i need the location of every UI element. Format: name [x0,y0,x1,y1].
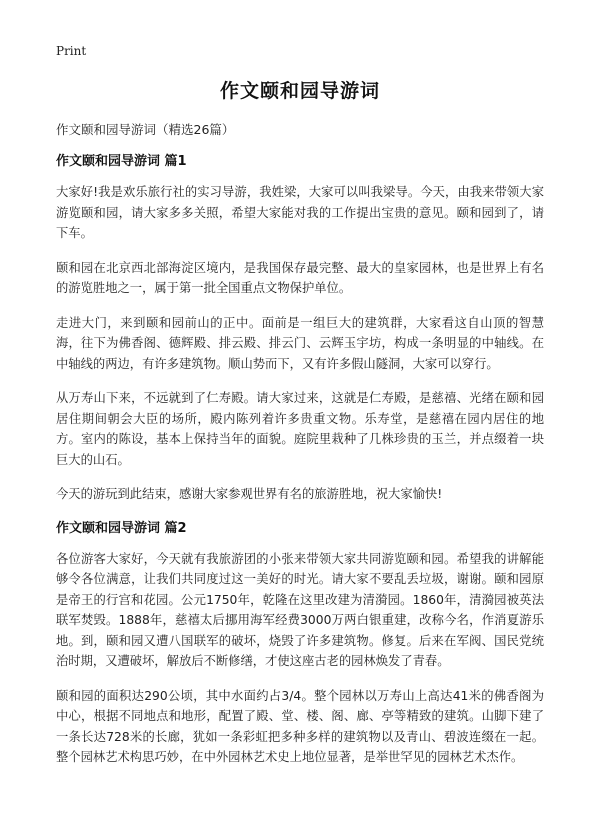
paragraph: 从万寿山下来，不远就到了仁寿殿。请大家过来，这就是仁寿殿，是慈禧、光绪在颐和园居住期间朝会大臣的场所，殿内陈列着许多贵重文物。乐寿堂，是慈禧在园内居住的地方。室内的陈设，基本上保持当年的面貌。庭院里栽种了几株珍贵的玉兰，并点缀着一块巨大的山石。 [56,391,544,467]
section-heading: 作文颐和园导游词 篇1 [56,154,187,169]
section-2 [56,519,544,768]
document-subtitle: 作文颐和园导游词（精选26篇） [56,122,235,137]
paragraph: 各位游客大家好，今天就有我旅游团的小张来带领大家共同游览颐和园。希望我的讲解能够令各位满意，让我们共同度过这一美好的时光。请大家不要乱丢垃圾，谢谢。颐和园原是帝王的行宫和花园。公元1750年，乾隆在这里改建为清漪园。1860年，清漪园被英法联军焚毁。1888年，慈禧太后挪用海军经费3000万两白银重建，改称今名，作消夏游乐地。到，颐和园又遭八国联军的破坏，烧毁了许多建筑物。修复。后来在军阀、国民党统治时期，又遭破坏，解放后不断修缮，才使这座古老的园林焕发了青春。 [56,551,544,668]
paragraph: 颐和园在北京西北部海淀区境内，是我国保存最完整、最大的皇家园林，也是世界上有名的游览胜地之一，属于第一批全国重点文物保护单位。 [56,260,544,295]
paragraph: 颐和园的面积达290公顷，其中水面约占3/4。整个园林以万寿山上高达41米的佛香阁为中心，根据不同地点和地形，配置了殿、堂、楼、阁、廊、亭等精致的建筑。山脚下建了一条长达728米的长廊，犹如一条彩虹把多种多样的建筑物以及青山、碧波连缀在一起。整个园林艺术构思巧妙，在中外园林艺术史上地位显著，是举世罕见的园林艺术杰作。 [56,688,544,764]
paragraph: 今天的游玩到此结束，感谢大家参观世界有名的旅游胜地，祝大家愉快! [56,487,443,501]
document-body [56,120,544,782]
section-1 [56,152,544,505]
print-link[interactable]: Print [56,44,87,58]
paragraph: 大家好!我是欢乐旅行社的实习导游，我姓梁，大家可以叫我梁导。今天，由我来带领大家游览颐和园，请大家多多关照，希望大家能对我的工作提出宝贵的意见。颐和园到了，请下车。 [56,185,544,240]
section-heading: 作文颐和园导游词 篇2 [56,520,187,536]
page-title: 作文颐和园导游词 [219,80,380,102]
paragraph: 走进大门，来到颐和园前山的正中。面前是一组巨大的建筑群，大家看这自山顶的智慧海，往下为佛香阁、德辉殿、排云殿、排云门、云辉玉宇坊，构成一条明显的中轴线。在中轴线的两边，有许多建筑物。顺山势而下，又有许多假山隧洞，大家可以穿行。 [56,315,544,371]
